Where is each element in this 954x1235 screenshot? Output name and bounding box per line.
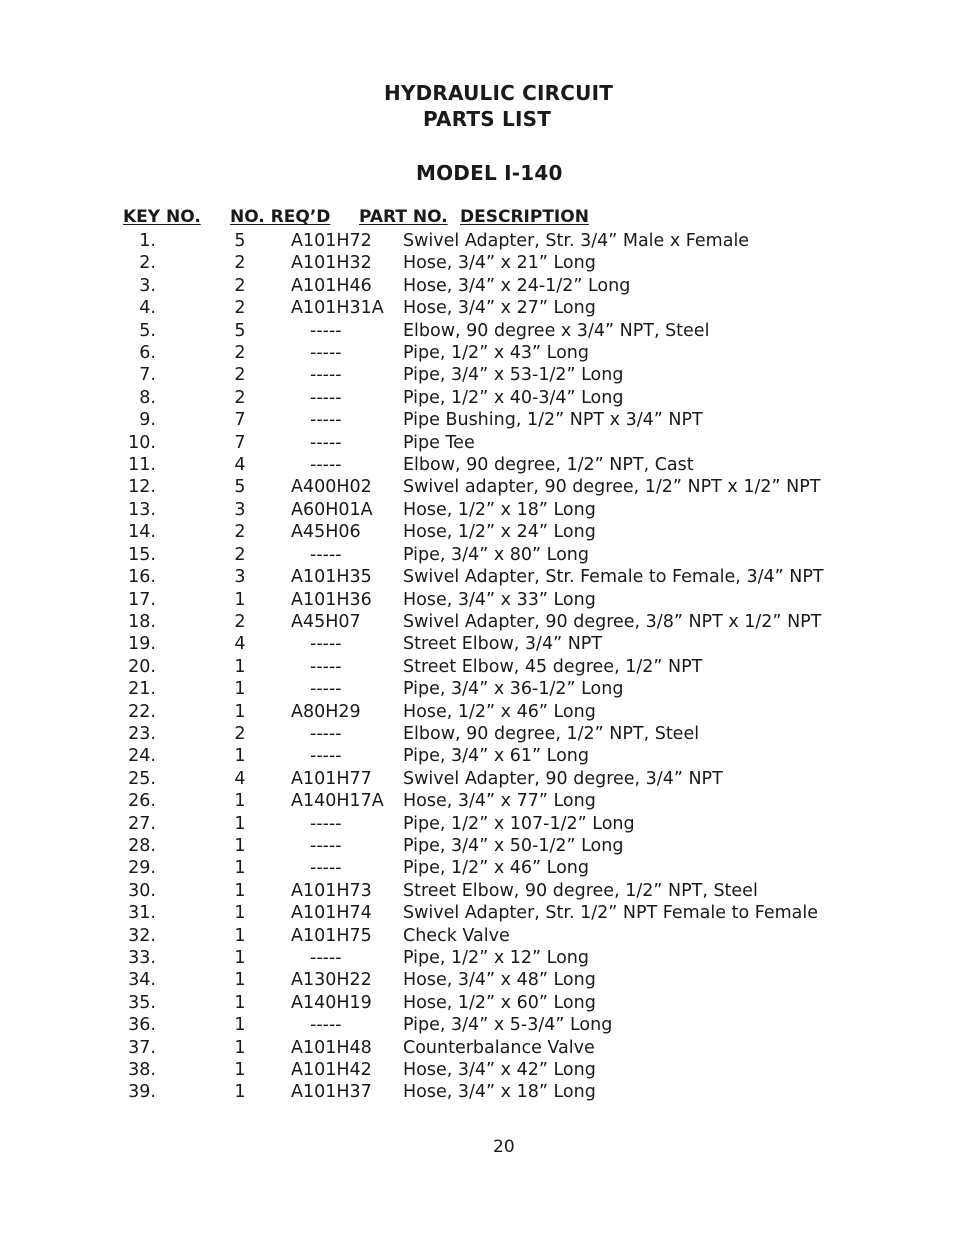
part-no-cell: A101H31A (291, 298, 384, 319)
key-no-cell: 32. (128, 925, 156, 946)
qty-cell: 1 (234, 1015, 246, 1036)
description-cell: Hose, 3/4” x 27” Long (403, 298, 596, 319)
qty-cell: 2 (234, 298, 246, 319)
description-cell: Pipe, 3/4” x 80” Long (403, 544, 589, 565)
part-no-cell: A101H74 (291, 903, 372, 924)
qty-cell: 1 (234, 992, 246, 1013)
qty-cell: 3 (234, 499, 246, 520)
table-row (0, 1059, 954, 1081)
key-no-cell: 11. (128, 455, 156, 476)
table-row (0, 969, 954, 991)
column-header-part-no: PART NO. (359, 207, 448, 227)
key-no-cell: 30. (128, 880, 156, 901)
qty-cell: 1 (234, 948, 246, 968)
table-row (0, 633, 954, 655)
description-cell: Pipe, 1/2” x 107-1/2” Long (403, 813, 635, 834)
description-cell: Hose, 3/4” x 48” Long (403, 970, 596, 991)
table-row (0, 611, 954, 633)
key-no-cell: 27. (128, 813, 156, 834)
key-no-cell: 26. (128, 791, 156, 812)
table-row (0, 902, 954, 924)
key-no-cell: 9. (139, 410, 156, 431)
key-no-cell: 19. (128, 634, 156, 655)
key-no-cell: 24. (128, 746, 156, 767)
part-no-cell: A101H77 (291, 768, 372, 789)
part-no-cell: ----- (310, 387, 342, 408)
table-row (0, 1014, 954, 1036)
key-no-cell: 23. (128, 723, 156, 744)
part-no-cell: A101H48 (291, 1037, 372, 1058)
description-cell: Elbow, 90 degree x 3/4” NPT, Steel (403, 320, 710, 341)
description-cell: Elbow, 90 degree, 1/2” NPT, Cast (403, 455, 694, 476)
key-no-cell: 38. (128, 1060, 156, 1081)
qty-cell: 4 (234, 768, 246, 789)
part-no-cell: ----- (310, 634, 342, 655)
key-no-cell: 5. (139, 320, 156, 341)
description-cell: Street Elbow, 90 degree, 1/2” NPT, Steel (403, 880, 758, 901)
qty-cell: 1 (234, 791, 246, 812)
key-no-cell: 1. (139, 231, 156, 251)
table-row (0, 745, 954, 767)
key-no-cell: 35. (128, 992, 156, 1013)
description-cell: Swivel Adapter, 90 degree, 3/4” NPT (403, 768, 723, 789)
table-row (0, 544, 954, 566)
key-no-cell: 10. (128, 432, 156, 453)
table-row (0, 701, 954, 723)
description-cell: Check Valve (403, 925, 510, 946)
qty-cell: 1 (234, 925, 246, 946)
table-row (0, 656, 954, 678)
part-no-cell: ----- (310, 410, 342, 431)
key-no-cell: 25. (128, 768, 156, 789)
key-no-cell: 22. (128, 701, 156, 722)
qty-cell: 5 (234, 477, 246, 498)
qty-cell: 3 (234, 567, 246, 588)
qty-cell: 1 (234, 701, 246, 722)
part-no-cell: ----- (310, 835, 342, 856)
part-no-cell: A400H02 (291, 477, 372, 498)
table-row (0, 992, 954, 1014)
key-no-cell: 18. (128, 611, 156, 632)
part-no-cell: A45H07 (291, 611, 361, 632)
part-no-cell: A130H22 (291, 970, 372, 991)
description-cell: Hose, 3/4” x 21” Long (403, 253, 596, 274)
description-cell: Hose, 3/4” x 24-1/2” Long (403, 275, 631, 296)
table-row (0, 364, 954, 386)
table-row (0, 925, 954, 947)
model-heading: MODEL I-140 (416, 161, 563, 185)
part-no-cell: A60H01A (291, 499, 373, 520)
qty-cell: 4 (234, 634, 246, 655)
document-title-line-2: PARTS LIST (423, 107, 552, 131)
table-row (0, 297, 954, 319)
qty-cell: 2 (234, 522, 246, 543)
part-no-cell: ----- (310, 656, 342, 677)
qty-cell: 2 (234, 253, 246, 274)
description-cell: Hose, 1/2” x 18” Long (403, 499, 596, 520)
qty-cell: 2 (234, 275, 246, 296)
part-no-cell: ----- (310, 343, 342, 364)
part-no-cell: ----- (310, 1015, 342, 1036)
key-no-cell: 21. (128, 679, 156, 700)
key-no-cell: 36. (128, 1015, 156, 1036)
table-row (0, 880, 954, 902)
table-row (0, 678, 954, 700)
key-no-cell: 17. (128, 589, 156, 610)
qty-cell: 7 (234, 432, 246, 453)
part-no-cell: ----- (310, 544, 342, 565)
key-no-cell: 31. (128, 903, 156, 924)
qty-cell: 1 (234, 835, 246, 856)
table-row (0, 835, 954, 857)
description-cell: Swivel Adapter, Str. Female to Female, 3/4” NPT (403, 567, 824, 588)
part-no-cell: A140H17A (291, 791, 384, 812)
key-no-cell: 34. (128, 970, 156, 991)
qty-cell: 1 (234, 903, 246, 924)
qty-cell: 1 (234, 589, 246, 610)
table-row (0, 230, 954, 252)
part-no-cell: A101H42 (291, 1060, 372, 1081)
description-cell: Pipe, 1/2” x 40-3/4” Long (403, 387, 624, 408)
qty-cell: 2 (234, 343, 246, 364)
table-row (0, 432, 954, 454)
qty-cell: 1 (234, 656, 246, 677)
description-cell: Pipe Bushing, 1/2” NPT x 3/4” NPT (403, 410, 703, 431)
part-no-cell: A101H46 (291, 275, 372, 296)
table-row (0, 320, 954, 342)
part-no-cell: ----- (310, 679, 342, 700)
description-cell: Elbow, 90 degree, 1/2” NPT, Steel (403, 723, 700, 744)
part-no-cell: A45H06 (291, 522, 361, 543)
qty-cell: 5 (234, 231, 246, 251)
part-no-cell: ----- (310, 432, 342, 453)
description-cell: Hose, 3/4” x 33” Long (403, 589, 596, 610)
key-no-cell: 28. (128, 835, 156, 856)
qty-cell: 2 (234, 723, 246, 744)
table-row (0, 275, 954, 297)
description-cell: Hose, 1/2” x 24” Long (403, 522, 596, 543)
description-cell: Pipe, 3/4” x 36-1/2” Long (403, 679, 624, 700)
qty-cell: 2 (234, 365, 246, 386)
page-number: 20 (493, 1137, 515, 1157)
part-no-cell: A140H19 (291, 992, 372, 1013)
key-no-cell: 6. (139, 343, 156, 364)
qty-cell: 1 (234, 813, 246, 834)
description-cell: Swivel Adapter, Str. 1/2” NPT Female to Female (403, 903, 819, 924)
table-row (0, 813, 954, 835)
description-cell: Pipe, 1/2” x 43” Long (403, 343, 589, 364)
qty-cell: 1 (234, 679, 246, 700)
part-no-cell: ----- (310, 948, 342, 968)
description-cell: Hose, 3/4” x 18” Long (403, 1082, 596, 1103)
qty-cell: 1 (234, 970, 246, 991)
part-no-cell: ----- (310, 455, 342, 476)
part-no-cell: ----- (310, 746, 342, 767)
qty-cell: 1 (234, 1082, 246, 1103)
key-no-cell: 37. (128, 1037, 156, 1058)
description-cell: Hose, 1/2” x 46” Long (403, 701, 596, 722)
key-no-cell: 8. (139, 387, 156, 408)
table-row (0, 589, 954, 611)
description-cell: Swivel adapter, 90 degree, 1/2” NPT x 1/2” NPT (403, 477, 821, 498)
key-no-cell: 39. (128, 1082, 156, 1103)
qty-cell: 2 (234, 611, 246, 632)
description-cell: Pipe, 3/4” x 61” Long (403, 746, 589, 767)
table-row (0, 454, 954, 476)
table-row (0, 947, 954, 969)
description-cell: Hose, 3/4” x 77” Long (403, 791, 596, 812)
description-cell: Pipe, 3/4” x 53-1/2” Long (403, 365, 624, 386)
description-cell: Street Elbow, 3/4” NPT (403, 634, 603, 655)
table-row (0, 499, 954, 521)
part-no-cell: ----- (310, 365, 342, 386)
description-cell: Swivel Adapter, Str. 3/4” Male x Female (403, 231, 750, 251)
description-cell: Counterbalance Valve (403, 1037, 595, 1058)
document-title-line-1: HYDRAULIC CIRCUIT (384, 81, 614, 105)
qty-cell: 5 (234, 320, 246, 341)
description-cell: Street Elbow, 45 degree, 1/2” NPT (403, 656, 703, 677)
key-no-cell: 33. (128, 948, 156, 968)
part-no-cell: A101H36 (291, 589, 372, 610)
key-no-cell: 13. (128, 499, 156, 520)
part-no-cell: A101H75 (291, 925, 372, 946)
description-cell: Pipe, 3/4” x 50-1/2” Long (403, 835, 624, 856)
part-no-cell: A101H72 (291, 231, 372, 251)
table-row (0, 857, 954, 879)
key-no-cell: 29. (128, 858, 156, 879)
column-header-no-reqd: NO. REQ’D (230, 207, 331, 227)
qty-cell: 4 (234, 455, 246, 476)
part-no-cell: A101H37 (291, 1082, 372, 1103)
part-no-cell: ----- (310, 723, 342, 744)
qty-cell: 1 (234, 746, 246, 767)
description-cell: Pipe Tee (403, 432, 475, 453)
key-no-cell: 12. (128, 477, 156, 498)
qty-cell: 2 (234, 387, 246, 408)
table-row (0, 723, 954, 745)
part-no-cell: ----- (310, 320, 342, 341)
table-row (0, 768, 954, 790)
table-row (0, 1037, 954, 1059)
table-row (0, 387, 954, 409)
table-row (0, 566, 954, 588)
table-row (0, 252, 954, 274)
description-cell: Pipe, 1/2” x 46” Long (403, 858, 589, 879)
key-no-cell: 20. (128, 656, 156, 677)
qty-cell: 1 (234, 1037, 246, 1058)
part-no-cell: A101H73 (291, 880, 372, 901)
table-row (0, 342, 954, 364)
column-header-description: DESCRIPTION (460, 207, 589, 227)
description-cell: Swivel Adapter, 90 degree, 3/8” NPT x 1/2” NPT (403, 611, 822, 632)
description-cell: Pipe, 1/2” x 12” Long (403, 948, 589, 968)
table-row (0, 521, 954, 543)
part-no-cell: A80H29 (291, 701, 361, 722)
description-cell: Pipe, 3/4” x 5-3/4” Long (403, 1015, 613, 1036)
description-cell: Hose, 1/2” x 60” Long (403, 992, 596, 1013)
parts-list (0, 230, 954, 1104)
table-row (0, 1081, 954, 1103)
qty-cell: 7 (234, 410, 246, 431)
key-no-cell: 16. (128, 567, 156, 588)
table-row (0, 476, 954, 498)
part-no-cell: A101H35 (291, 567, 372, 588)
part-no-cell: ----- (310, 813, 342, 834)
qty-cell: 1 (234, 880, 246, 901)
description-cell: Hose, 3/4” x 42” Long (403, 1060, 596, 1081)
key-no-cell: 4. (139, 298, 156, 319)
table-row (0, 409, 954, 431)
key-no-cell: 2. (139, 253, 156, 274)
column-header-key-no: KEY NO. (123, 207, 201, 227)
qty-cell: 2 (234, 544, 246, 565)
key-no-cell: 7. (139, 365, 156, 386)
key-no-cell: 14. (128, 522, 156, 543)
qty-cell: 1 (234, 858, 246, 879)
part-no-cell: ----- (310, 858, 342, 879)
part-no-cell: A101H32 (291, 253, 372, 274)
key-no-cell: 15. (128, 544, 156, 565)
table-row (0, 790, 954, 812)
qty-cell: 1 (234, 1060, 246, 1081)
key-no-cell: 3. (139, 275, 156, 296)
